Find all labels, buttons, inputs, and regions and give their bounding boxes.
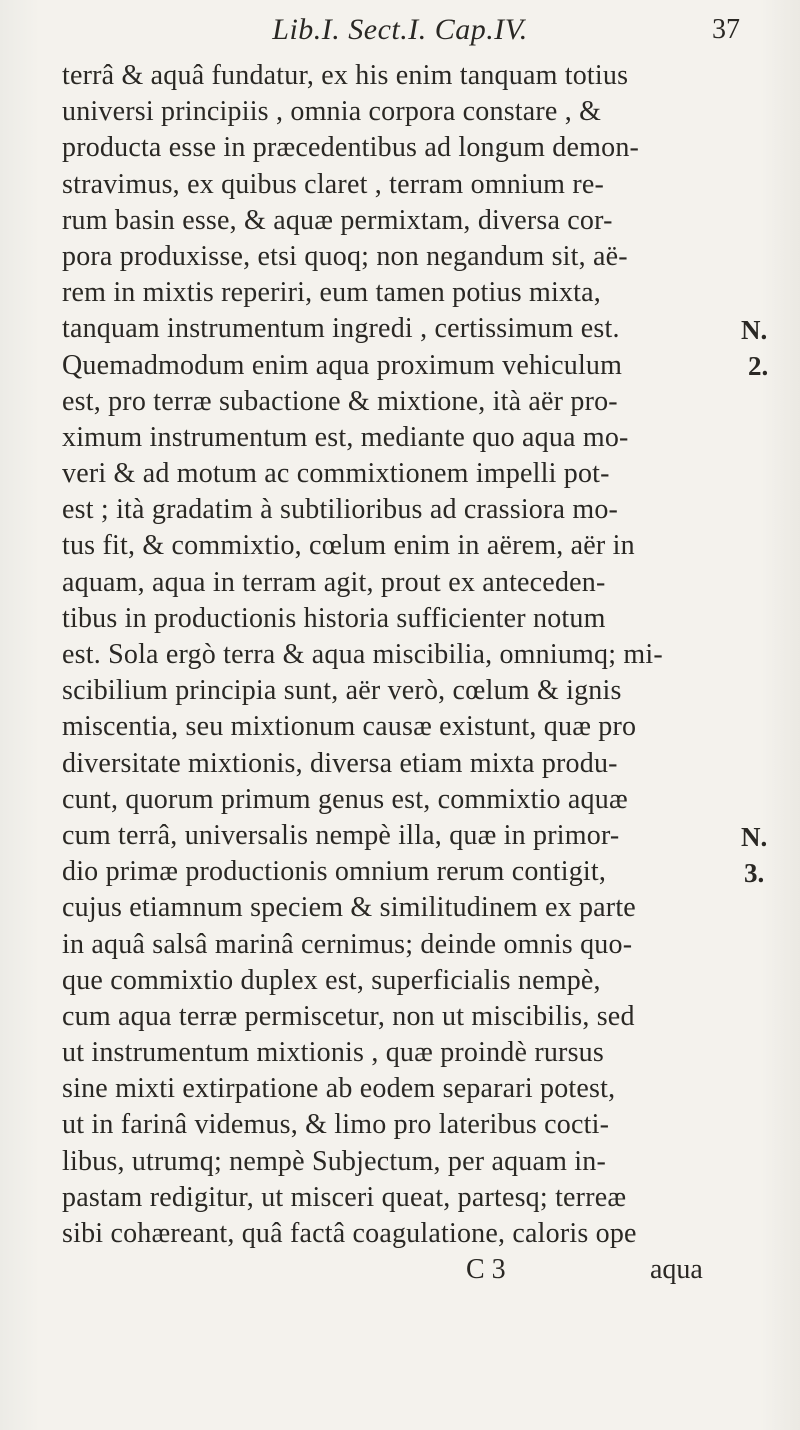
text-line: terrâ & aquâ fundatur, ex his enim tanquam totius bbox=[62, 60, 629, 91]
text-line: ut instrumentum mixtionis , quæ proindè rursus bbox=[62, 1037, 604, 1069]
page-footer bbox=[62, 1252, 752, 1288]
text-line: libus, utrumq; nempè Subjectum, per aquam in- bbox=[62, 1145, 607, 1177]
running-title: Lib.I. Sect.I. Cap.IV. bbox=[272, 13, 528, 46]
text-line: producta esse in præcedentibus ad longum demon- bbox=[62, 132, 640, 164]
text-line: stravimus, ex quibus claret , terram omnium re- bbox=[62, 168, 605, 200]
text-line: in aquâ salsâ marinâ cernimus; deinde omnis quo- bbox=[62, 928, 633, 960]
catchword: aqua bbox=[650, 1254, 703, 1286]
text-line: scibilium principia sunt, aër verò, cœlum & ignis bbox=[62, 675, 622, 707]
text-line: ut in farinâ videmus, & limo pro lateribus cocti- bbox=[62, 1109, 610, 1141]
text-line: Quemadmodum enim aqua proximum vehiculum bbox=[62, 349, 623, 381]
margin-note-number: 2. bbox=[748, 351, 769, 381]
text-line: sibi cohæreant, quâ factâ coagulatione, caloris ope bbox=[62, 1218, 637, 1249]
text-line: sine mixti extirpatione ab eodem separari potest, bbox=[62, 1073, 616, 1105]
text-line: que commixtio duplex est, superficialis nempè, bbox=[62, 964, 601, 996]
text-line: pora produxisse, etsi quoq; non negandum sit, aë- bbox=[62, 240, 628, 272]
margin-note-number: 3. bbox=[744, 858, 765, 888]
text-line: pastam redigitur, ut misceri queat, partesq; terreæ bbox=[62, 1181, 627, 1213]
text-line: aquam, aqua in terram agit, prout ex anteceden- bbox=[62, 566, 606, 598]
page-header bbox=[60, 8, 740, 52]
text-line: dio primæ productionis omnium rerum contigit, bbox=[62, 856, 607, 888]
text-line: rum basin esse, & aquæ permixtam, diversa cor- bbox=[62, 204, 613, 236]
text-line: tanquam instrumentum ingredi , certissimum est. bbox=[62, 313, 620, 345]
body-text bbox=[62, 58, 752, 1288]
text-line: cunt, quorum primum genus est, commixtio aquæ bbox=[62, 783, 628, 815]
text-line: miscentia, seu mixtionum causæ existunt, quæ pro bbox=[62, 711, 637, 743]
text-line: cum aqua terræ permiscetur, non ut miscibilis, sed bbox=[62, 1000, 635, 1032]
text-line: est. Sola ergò terra & aqua miscibilia, omniumq; mi- bbox=[62, 639, 663, 670]
text-line: veri & ad motum ac commixtionem impelli pot- bbox=[62, 458, 610, 490]
text-line: est, pro terræ subactione & mixtione, ità aër pro- bbox=[62, 385, 618, 417]
text-line: ximum instrumentum est, mediante quo aqua mo- bbox=[62, 421, 629, 453]
signature-mark: C 3 bbox=[466, 1254, 506, 1286]
text-line: cujus etiamnum speciem & similitudinem ex parte bbox=[62, 892, 636, 924]
text-line: rem in mixtis reperiri, eum tamen potius mixta, bbox=[62, 277, 601, 309]
margin-note-n: N. bbox=[741, 822, 768, 852]
text-line: cum terrâ, universalis nempè illa, quæ in primor- bbox=[62, 819, 620, 851]
margin-note-n: N. bbox=[741, 315, 768, 345]
text-line: diversitate mixtionis, diversa etiam mixta produ- bbox=[62, 747, 618, 779]
page-number: 37 bbox=[712, 14, 740, 45]
text-line: universi principiis , omnia corpora constare , & bbox=[62, 96, 602, 128]
text-line: est ; ità gradatim à subtilioribus ad crassiora mo- bbox=[62, 494, 619, 526]
text-line: tus fit, & commixtio, cœlum enim in aërem, aër in bbox=[62, 530, 635, 562]
text-line: tibus in productionis historia sufficienter notum bbox=[62, 602, 606, 634]
